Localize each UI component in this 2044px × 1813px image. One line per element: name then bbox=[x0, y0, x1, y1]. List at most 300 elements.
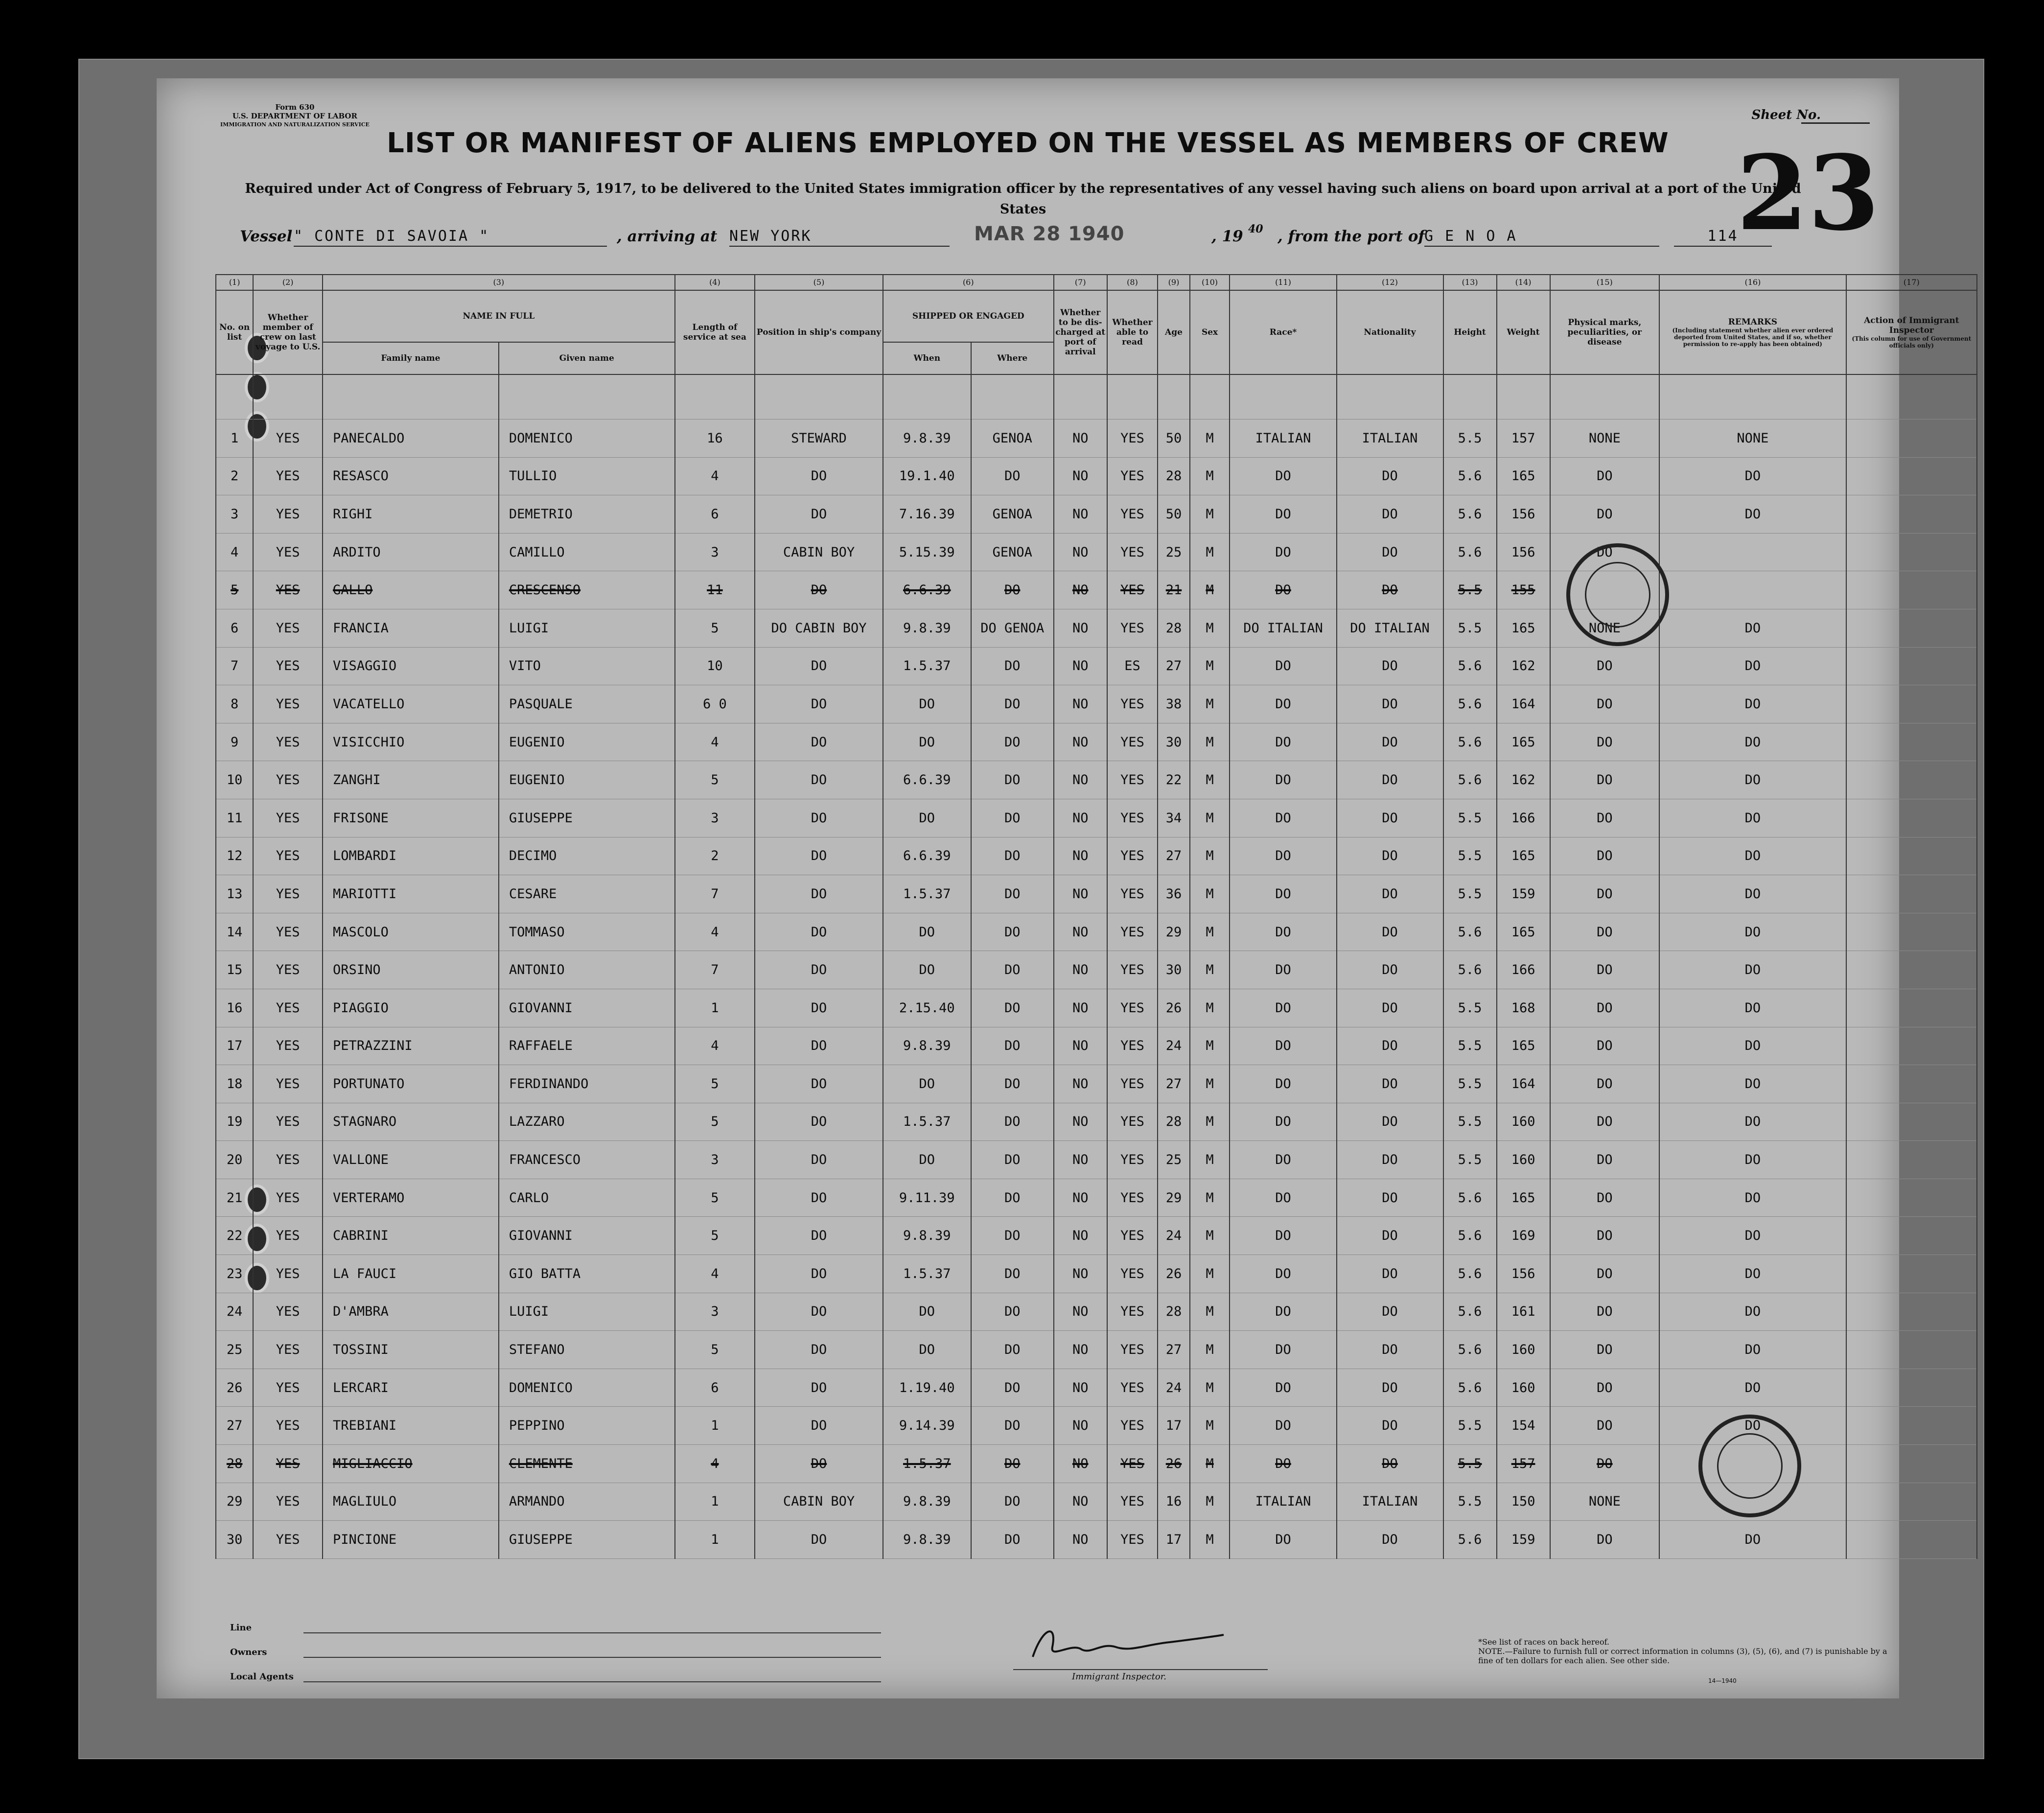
row-number-cell: 1 bbox=[216, 419, 253, 458]
shipped-where-cell: DO bbox=[971, 837, 1054, 875]
position-cell: DO bbox=[755, 989, 883, 1027]
family-name-cell: RESASCO bbox=[323, 457, 499, 495]
date-stamp: MAR 28 1940 bbox=[974, 223, 1125, 245]
family-name-cell: PANECALDO bbox=[323, 419, 499, 458]
member-last-voyage-cell: YES bbox=[253, 1065, 323, 1103]
table-row bbox=[216, 913, 1977, 951]
given-name-cell: EUGENIO bbox=[499, 761, 675, 799]
age-cell: 17 bbox=[1158, 1521, 1189, 1559]
table-row bbox=[216, 647, 1977, 685]
weight-cell: 159 bbox=[1497, 875, 1550, 913]
row-number-cell: 2 bbox=[216, 457, 253, 495]
able-to-read-cell: YES bbox=[1107, 457, 1158, 495]
position-cell: DO bbox=[755, 1369, 883, 1407]
sex-cell: M bbox=[1190, 989, 1230, 1027]
age-cell: 17 bbox=[1158, 1407, 1189, 1445]
inspector-action-cell bbox=[1846, 989, 1977, 1027]
family-name-cell: VALLONE bbox=[323, 1141, 499, 1179]
family-name-cell: VACATELLO bbox=[323, 685, 499, 723]
member-last-voyage-cell: YES bbox=[253, 647, 323, 685]
length-of-service-cell: 3 bbox=[675, 533, 755, 571]
position-cell: DO bbox=[755, 799, 883, 837]
able-to-read-cell: ES bbox=[1107, 647, 1158, 685]
race-cell: DO bbox=[1230, 533, 1336, 571]
able-to-read-cell: YES bbox=[1107, 1141, 1158, 1179]
column-number: (1) bbox=[216, 275, 253, 290]
given-name-cell: CESARE bbox=[499, 875, 675, 913]
age-cell: 24 bbox=[1158, 1217, 1189, 1255]
shipped-when-cell: 9.11.39 bbox=[883, 1179, 971, 1217]
sheet-number: 23 bbox=[1736, 133, 1880, 254]
race-cell: DO bbox=[1230, 799, 1336, 837]
nationality-cell: ITALIAN bbox=[1337, 419, 1443, 458]
given-name-cell: GIO BATTA bbox=[499, 1255, 675, 1293]
given-name-cell: CLEMENTE bbox=[499, 1445, 675, 1483]
sex-cell: M bbox=[1190, 457, 1230, 495]
age-cell: 27 bbox=[1158, 837, 1189, 875]
shipped-where-cell: DO bbox=[971, 457, 1054, 495]
age-cell: 28 bbox=[1158, 1103, 1189, 1141]
discharged-cell: NO bbox=[1054, 419, 1107, 458]
shipped-when-cell: 19.1.40 bbox=[883, 457, 971, 495]
able-to-read-cell: YES bbox=[1107, 419, 1158, 458]
member-last-voyage-cell: YES bbox=[253, 1407, 323, 1445]
member-last-voyage-cell: YES bbox=[253, 1141, 323, 1179]
able-to-read-cell: YES bbox=[1107, 1369, 1158, 1407]
sex-cell: M bbox=[1190, 419, 1230, 458]
remarks-cell: DO bbox=[1659, 799, 1846, 837]
table-row bbox=[216, 1255, 1977, 1293]
family-name-cell: PETRAZZINI bbox=[323, 1027, 499, 1065]
weight-cell: 169 bbox=[1497, 1217, 1550, 1255]
able-to-read-cell: YES bbox=[1107, 1065, 1158, 1103]
shipped-where-cell: GENOA bbox=[971, 495, 1054, 534]
able-to-read-cell: YES bbox=[1107, 495, 1158, 534]
remarks-cell: DO bbox=[1659, 457, 1846, 495]
length-of-service-cell: 4 bbox=[675, 1255, 755, 1293]
column-number: (13) bbox=[1443, 275, 1497, 290]
table-row bbox=[216, 1103, 1977, 1141]
discharged-cell: NO bbox=[1054, 761, 1107, 799]
discharged-cell: NO bbox=[1054, 533, 1107, 571]
remarks-cell: DO bbox=[1659, 1103, 1846, 1141]
remarks-cell: DO bbox=[1659, 609, 1846, 647]
shipped-where-cell: DO bbox=[971, 571, 1054, 609]
able-to-read-cell: YES bbox=[1107, 1293, 1158, 1331]
weight-cell: 162 bbox=[1497, 761, 1550, 799]
age-cell: 26 bbox=[1158, 1255, 1189, 1293]
race-cell: DO bbox=[1230, 1217, 1336, 1255]
table-row bbox=[216, 685, 1977, 723]
able-to-read-cell: YES bbox=[1107, 989, 1158, 1027]
row-number-cell: 23 bbox=[216, 1255, 253, 1293]
nationality-cell: DO bbox=[1337, 989, 1443, 1027]
race-cell: DO bbox=[1230, 761, 1336, 799]
position-cell: DO bbox=[755, 1103, 883, 1141]
shipped-when-cell: 1.5.37 bbox=[883, 875, 971, 913]
nationality-cell: DO bbox=[1337, 1027, 1443, 1065]
discharged-cell: NO bbox=[1054, 951, 1107, 989]
table-row bbox=[216, 571, 1977, 609]
member-last-voyage-cell: YES bbox=[253, 951, 323, 989]
discharged-cell: NO bbox=[1054, 609, 1107, 647]
position-cell: DO bbox=[755, 951, 883, 989]
header-given-name: Given name bbox=[499, 342, 675, 374]
length-of-service-cell: 5 bbox=[675, 1331, 755, 1369]
shipped-where-cell: DO bbox=[971, 875, 1054, 913]
shipped-where-cell: GENOA bbox=[971, 419, 1054, 458]
blank-row bbox=[216, 374, 1977, 419]
given-name-cell: ANTONIO bbox=[499, 951, 675, 989]
able-to-read-cell: YES bbox=[1107, 799, 1158, 837]
service-name: IMMIGRATION AND NATURALIZATION SERVICE bbox=[220, 121, 370, 128]
age-cell: 50 bbox=[1158, 495, 1189, 534]
given-name-cell: CRESCENSO bbox=[499, 571, 675, 609]
remarks-cell: DO bbox=[1659, 1065, 1846, 1103]
sex-cell: M bbox=[1190, 799, 1230, 837]
length-of-service-cell: 7 bbox=[675, 875, 755, 913]
header-when: When bbox=[883, 342, 971, 374]
table-row bbox=[216, 609, 1977, 647]
position-cell: DO bbox=[755, 1027, 883, 1065]
inspector-action-cell bbox=[1846, 951, 1977, 989]
discharged-cell: NO bbox=[1054, 799, 1107, 837]
line-rule bbox=[303, 1632, 881, 1633]
nationality-cell: DO bbox=[1337, 837, 1443, 875]
weight-cell: 156 bbox=[1497, 1255, 1550, 1293]
physical-marks-cell: DO bbox=[1550, 1103, 1660, 1141]
physical-marks-cell: DO bbox=[1550, 837, 1660, 875]
race-cell: DO bbox=[1230, 1521, 1336, 1559]
height-cell: 5.5 bbox=[1443, 1407, 1497, 1445]
column-number: (14) bbox=[1497, 275, 1550, 290]
length-of-service-cell: 4 bbox=[675, 1445, 755, 1483]
height-cell: 5.6 bbox=[1443, 1331, 1497, 1369]
sex-cell: M bbox=[1190, 723, 1230, 761]
length-of-service-cell: 1 bbox=[675, 989, 755, 1027]
height-cell: 5.5 bbox=[1443, 1141, 1497, 1179]
member-last-voyage-cell: YES bbox=[253, 685, 323, 723]
shipped-when-cell: 1.5.37 bbox=[883, 647, 971, 685]
table-row bbox=[216, 1521, 1977, 1559]
sex-cell: M bbox=[1190, 1027, 1230, 1065]
position-cell: DO bbox=[755, 1065, 883, 1103]
shipped-where-cell: DO bbox=[971, 1331, 1054, 1369]
weight-cell: 157 bbox=[1497, 1445, 1550, 1483]
inspector-rule bbox=[1013, 1669, 1268, 1670]
sex-cell: M bbox=[1190, 685, 1230, 723]
position-cell: DO bbox=[755, 457, 883, 495]
family-name-cell: ZANGHI bbox=[323, 761, 499, 799]
table-row bbox=[216, 419, 1977, 458]
inspector-action-cell bbox=[1846, 457, 1977, 495]
given-name-cell: PASQUALE bbox=[499, 685, 675, 723]
column-number: (6) bbox=[883, 275, 1054, 290]
shipped-where-cell: DO bbox=[971, 1141, 1054, 1179]
remarks-cell: DO bbox=[1659, 495, 1846, 534]
race-cell: DO bbox=[1230, 1407, 1336, 1445]
physical-marks-cell: NONE bbox=[1550, 419, 1660, 458]
family-name-cell: GALLO bbox=[323, 571, 499, 609]
height-cell: 5.5 bbox=[1443, 571, 1497, 609]
shipped-where-cell: DO bbox=[971, 723, 1054, 761]
inspector-action-cell bbox=[1846, 761, 1977, 799]
row-number-cell: 12 bbox=[216, 837, 253, 875]
sex-cell: M bbox=[1190, 1521, 1230, 1559]
age-cell: 26 bbox=[1158, 989, 1189, 1027]
shipped-where-cell: DO bbox=[971, 1407, 1054, 1445]
length-of-service-cell: 6 0 bbox=[675, 685, 755, 723]
table-row bbox=[216, 837, 1977, 875]
length-of-service-cell: 5 bbox=[675, 1065, 755, 1103]
member-last-voyage-cell: YES bbox=[253, 761, 323, 799]
inspector-action-cell bbox=[1846, 1445, 1977, 1483]
header-nationality: Nationality bbox=[1337, 290, 1443, 374]
vessel-label: Vessel bbox=[240, 228, 293, 245]
discharged-cell: NO bbox=[1054, 1103, 1107, 1141]
family-name-cell: ORSINO bbox=[323, 951, 499, 989]
inspector-action-cell bbox=[1846, 799, 1977, 837]
age-cell: 38 bbox=[1158, 685, 1189, 723]
row-number-cell: 17 bbox=[216, 1027, 253, 1065]
column-number: (9) bbox=[1158, 275, 1189, 290]
sex-cell: M bbox=[1190, 1103, 1230, 1141]
footnotes bbox=[1478, 1637, 1899, 1665]
weight-cell: 165 bbox=[1497, 913, 1550, 951]
physical-marks-cell: DO bbox=[1550, 1027, 1660, 1065]
weight-cell: 166 bbox=[1497, 951, 1550, 989]
height-cell: 5.5 bbox=[1443, 609, 1497, 647]
age-cell: 22 bbox=[1158, 761, 1189, 799]
length-of-service-cell: 5 bbox=[675, 609, 755, 647]
manifest-footer bbox=[230, 1623, 1894, 1701]
able-to-read-cell: YES bbox=[1107, 685, 1158, 723]
table-row bbox=[216, 1331, 1977, 1369]
member-last-voyage-cell: YES bbox=[253, 723, 323, 761]
vessel-name: " CONTE DI SAVOIA " bbox=[294, 228, 607, 247]
weight-cell: 165 bbox=[1497, 457, 1550, 495]
discharged-cell: NO bbox=[1054, 1255, 1107, 1293]
page-title: LIST OR MANIFEST OF ALIENS EMPLOYED ON THE VESSEL AS MEMBERS OF CREW bbox=[387, 127, 1669, 159]
sex-cell: M bbox=[1190, 761, 1230, 799]
remarks-cell: DO bbox=[1659, 1293, 1846, 1331]
length-of-service-cell: 4 bbox=[675, 1027, 755, 1065]
inspector-action-cell bbox=[1846, 647, 1977, 685]
physical-marks-cell: DO bbox=[1550, 1407, 1660, 1445]
shipped-when-cell: 9.8.39 bbox=[883, 419, 971, 458]
shipped-where-cell: DO bbox=[971, 1103, 1054, 1141]
row-number-cell: 15 bbox=[216, 951, 253, 989]
length-of-service-cell: 3 bbox=[675, 1293, 755, 1331]
sheet-number-label: Sheet No. bbox=[1751, 108, 1821, 122]
shipped-when-cell: DO bbox=[883, 685, 971, 723]
column-number: (17) bbox=[1846, 275, 1977, 290]
given-name-cell: VITO bbox=[499, 647, 675, 685]
inspector-action-cell bbox=[1846, 1179, 1977, 1217]
family-name-cell: PORTUNATO bbox=[323, 1065, 499, 1103]
shipped-when-cell: 1.19.40 bbox=[883, 1369, 971, 1407]
header-weight: Weight bbox=[1497, 290, 1550, 374]
race-cell: DO bbox=[1230, 1255, 1336, 1293]
height-cell: 5.6 bbox=[1443, 761, 1497, 799]
physical-marks-cell: DO bbox=[1550, 1293, 1660, 1331]
remarks-cell: DO bbox=[1659, 1331, 1846, 1369]
family-name-cell: MASCOLO bbox=[323, 913, 499, 951]
position-cell: DO bbox=[755, 647, 883, 685]
inspector-action-cell bbox=[1846, 1293, 1977, 1331]
length-of-service-cell: 11 bbox=[675, 571, 755, 609]
table-row bbox=[216, 761, 1977, 799]
length-of-service-cell: 5 bbox=[675, 1217, 755, 1255]
height-cell: 5.6 bbox=[1443, 1217, 1497, 1255]
given-name-cell: FERDINANDO bbox=[499, 1065, 675, 1103]
arriving-label: , arriving at bbox=[617, 228, 718, 245]
race-cell: DO bbox=[1230, 837, 1336, 875]
inspector-action-cell bbox=[1846, 1407, 1977, 1445]
remarks-cell: NONE bbox=[1659, 419, 1846, 458]
nationality-cell: DO bbox=[1337, 1065, 1443, 1103]
discharged-cell: NO bbox=[1054, 1369, 1107, 1407]
shipped-where-cell: DO bbox=[971, 951, 1054, 989]
family-name-cell: VERTERAMO bbox=[323, 1179, 499, 1217]
manifest-sheet bbox=[157, 78, 1972, 1698]
sex-cell: M bbox=[1190, 837, 1230, 875]
given-name-cell: DOMENICO bbox=[499, 419, 675, 458]
discharged-cell: NO bbox=[1054, 875, 1107, 913]
age-cell: 27 bbox=[1158, 1065, 1189, 1103]
discharged-cell: NO bbox=[1054, 723, 1107, 761]
age-cell: 25 bbox=[1158, 1141, 1189, 1179]
race-cell: DO bbox=[1230, 1065, 1336, 1103]
position-cell: CABIN BOY bbox=[755, 533, 883, 571]
shipped-when-cell: 9.8.39 bbox=[883, 1483, 971, 1521]
remarks-cell: DO bbox=[1659, 1217, 1846, 1255]
weight-cell: 166 bbox=[1497, 799, 1550, 837]
physical-marks-cell: DO bbox=[1550, 1141, 1660, 1179]
position-cell: DO bbox=[755, 1445, 883, 1483]
weight-cell: 164 bbox=[1497, 1065, 1550, 1103]
inspector-action-cell bbox=[1846, 419, 1977, 458]
remarks-cell: DO bbox=[1659, 875, 1846, 913]
sex-cell: M bbox=[1190, 1445, 1230, 1483]
age-cell: 28 bbox=[1158, 609, 1189, 647]
weight-cell: 165 bbox=[1497, 723, 1550, 761]
shipped-when-cell: DO bbox=[883, 1293, 971, 1331]
sex-cell: M bbox=[1190, 1179, 1230, 1217]
weight-cell: 165 bbox=[1497, 1027, 1550, 1065]
height-cell: 5.6 bbox=[1443, 1521, 1497, 1559]
inspector-action-cell bbox=[1846, 1141, 1977, 1179]
able-to-read-cell: YES bbox=[1107, 913, 1158, 951]
physical-marks-cell: NONE bbox=[1550, 609, 1660, 647]
physical-marks-cell: NONE bbox=[1550, 1483, 1660, 1521]
height-cell: 5.6 bbox=[1443, 913, 1497, 951]
height-cell: 5.5 bbox=[1443, 875, 1497, 913]
sex-cell: M bbox=[1190, 1065, 1230, 1103]
nationality-cell: DO bbox=[1337, 685, 1443, 723]
shipped-when-cell: 9.14.39 bbox=[883, 1407, 971, 1445]
shipped-where-cell: DO bbox=[971, 1293, 1054, 1331]
length-of-service-cell: 3 bbox=[675, 1141, 755, 1179]
shipped-when-cell: 9.8.39 bbox=[883, 1521, 971, 1559]
nationality-cell: DO bbox=[1337, 1293, 1443, 1331]
header-sex: Sex bbox=[1190, 290, 1230, 374]
shipped-when-cell: DO bbox=[883, 1141, 971, 1179]
table-row bbox=[216, 495, 1977, 534]
inspector-action-cell bbox=[1846, 1027, 1977, 1065]
given-name-cell: LUIGI bbox=[499, 609, 675, 647]
height-cell: 5.5 bbox=[1443, 1027, 1497, 1065]
member-last-voyage-cell: YES bbox=[253, 571, 323, 609]
able-to-read-cell: YES bbox=[1107, 1179, 1158, 1217]
inspector-action-cell bbox=[1846, 875, 1977, 913]
shipped-when-cell: DO bbox=[883, 1331, 971, 1369]
row-number-cell: 9 bbox=[216, 723, 253, 761]
given-name-cell: DEMETRIO bbox=[499, 495, 675, 534]
given-name-cell: LUIGI bbox=[499, 1293, 675, 1331]
remarks-cell: DO bbox=[1659, 1179, 1846, 1217]
crew-manifest-table bbox=[215, 274, 1977, 1559]
member-last-voyage-cell: YES bbox=[253, 1521, 323, 1559]
race-cell: DO bbox=[1230, 647, 1336, 685]
table-row bbox=[216, 723, 1977, 761]
discharged-cell: NO bbox=[1054, 647, 1107, 685]
sex-cell: M bbox=[1190, 875, 1230, 913]
row-number-cell: 29 bbox=[216, 1483, 253, 1521]
race-cell: DO bbox=[1230, 1293, 1336, 1331]
discharged-cell: NO bbox=[1054, 1483, 1107, 1521]
age-cell: 27 bbox=[1158, 647, 1189, 685]
able-to-read-cell: YES bbox=[1107, 1521, 1158, 1559]
length-of-service-cell: 7 bbox=[675, 951, 755, 989]
row-number-cell: 5 bbox=[216, 571, 253, 609]
given-name-cell: GIUSEPPE bbox=[499, 799, 675, 837]
discharged-cell: NO bbox=[1054, 1217, 1107, 1255]
shipped-where-cell: DO bbox=[971, 1369, 1054, 1407]
height-cell: 5.5 bbox=[1443, 989, 1497, 1027]
row-number-cell: 28 bbox=[216, 1445, 253, 1483]
given-name-cell: STEFANO bbox=[499, 1331, 675, 1369]
member-last-voyage-cell: YES bbox=[253, 913, 323, 951]
inspector-action-cell bbox=[1846, 495, 1977, 534]
shipped-where-cell: DO bbox=[971, 1483, 1054, 1521]
shipped-where-cell: DO bbox=[971, 647, 1054, 685]
position-cell: DO bbox=[755, 875, 883, 913]
shipped-when-cell: DO bbox=[883, 799, 971, 837]
table-row bbox=[216, 1293, 1977, 1331]
local-agents-rule bbox=[303, 1681, 881, 1682]
able-to-read-cell: YES bbox=[1107, 571, 1158, 609]
able-to-read-cell: YES bbox=[1107, 1331, 1158, 1369]
member-last-voyage-cell: YES bbox=[253, 1255, 323, 1293]
remarks-title: REMARKS bbox=[1728, 317, 1778, 327]
able-to-read-cell: YES bbox=[1107, 1445, 1158, 1483]
length-of-service-cell: 4 bbox=[675, 913, 755, 951]
member-last-voyage-cell: YES bbox=[253, 1293, 323, 1331]
nationality-cell: DO bbox=[1337, 1521, 1443, 1559]
physical-marks-cell: DO bbox=[1550, 875, 1660, 913]
discharged-cell: NO bbox=[1054, 1027, 1107, 1065]
given-name-cell: ARMANDO bbox=[499, 1483, 675, 1521]
table-row bbox=[216, 1179, 1977, 1217]
sheet-number-rule bbox=[1801, 122, 1870, 124]
race-cell: DO bbox=[1230, 1179, 1336, 1217]
position-cell: DO bbox=[755, 837, 883, 875]
able-to-read-cell: YES bbox=[1107, 837, 1158, 875]
row-number-cell: 24 bbox=[216, 1293, 253, 1331]
header-remarks bbox=[1659, 290, 1846, 374]
given-name-cell: GIUSEPPE bbox=[499, 1521, 675, 1559]
